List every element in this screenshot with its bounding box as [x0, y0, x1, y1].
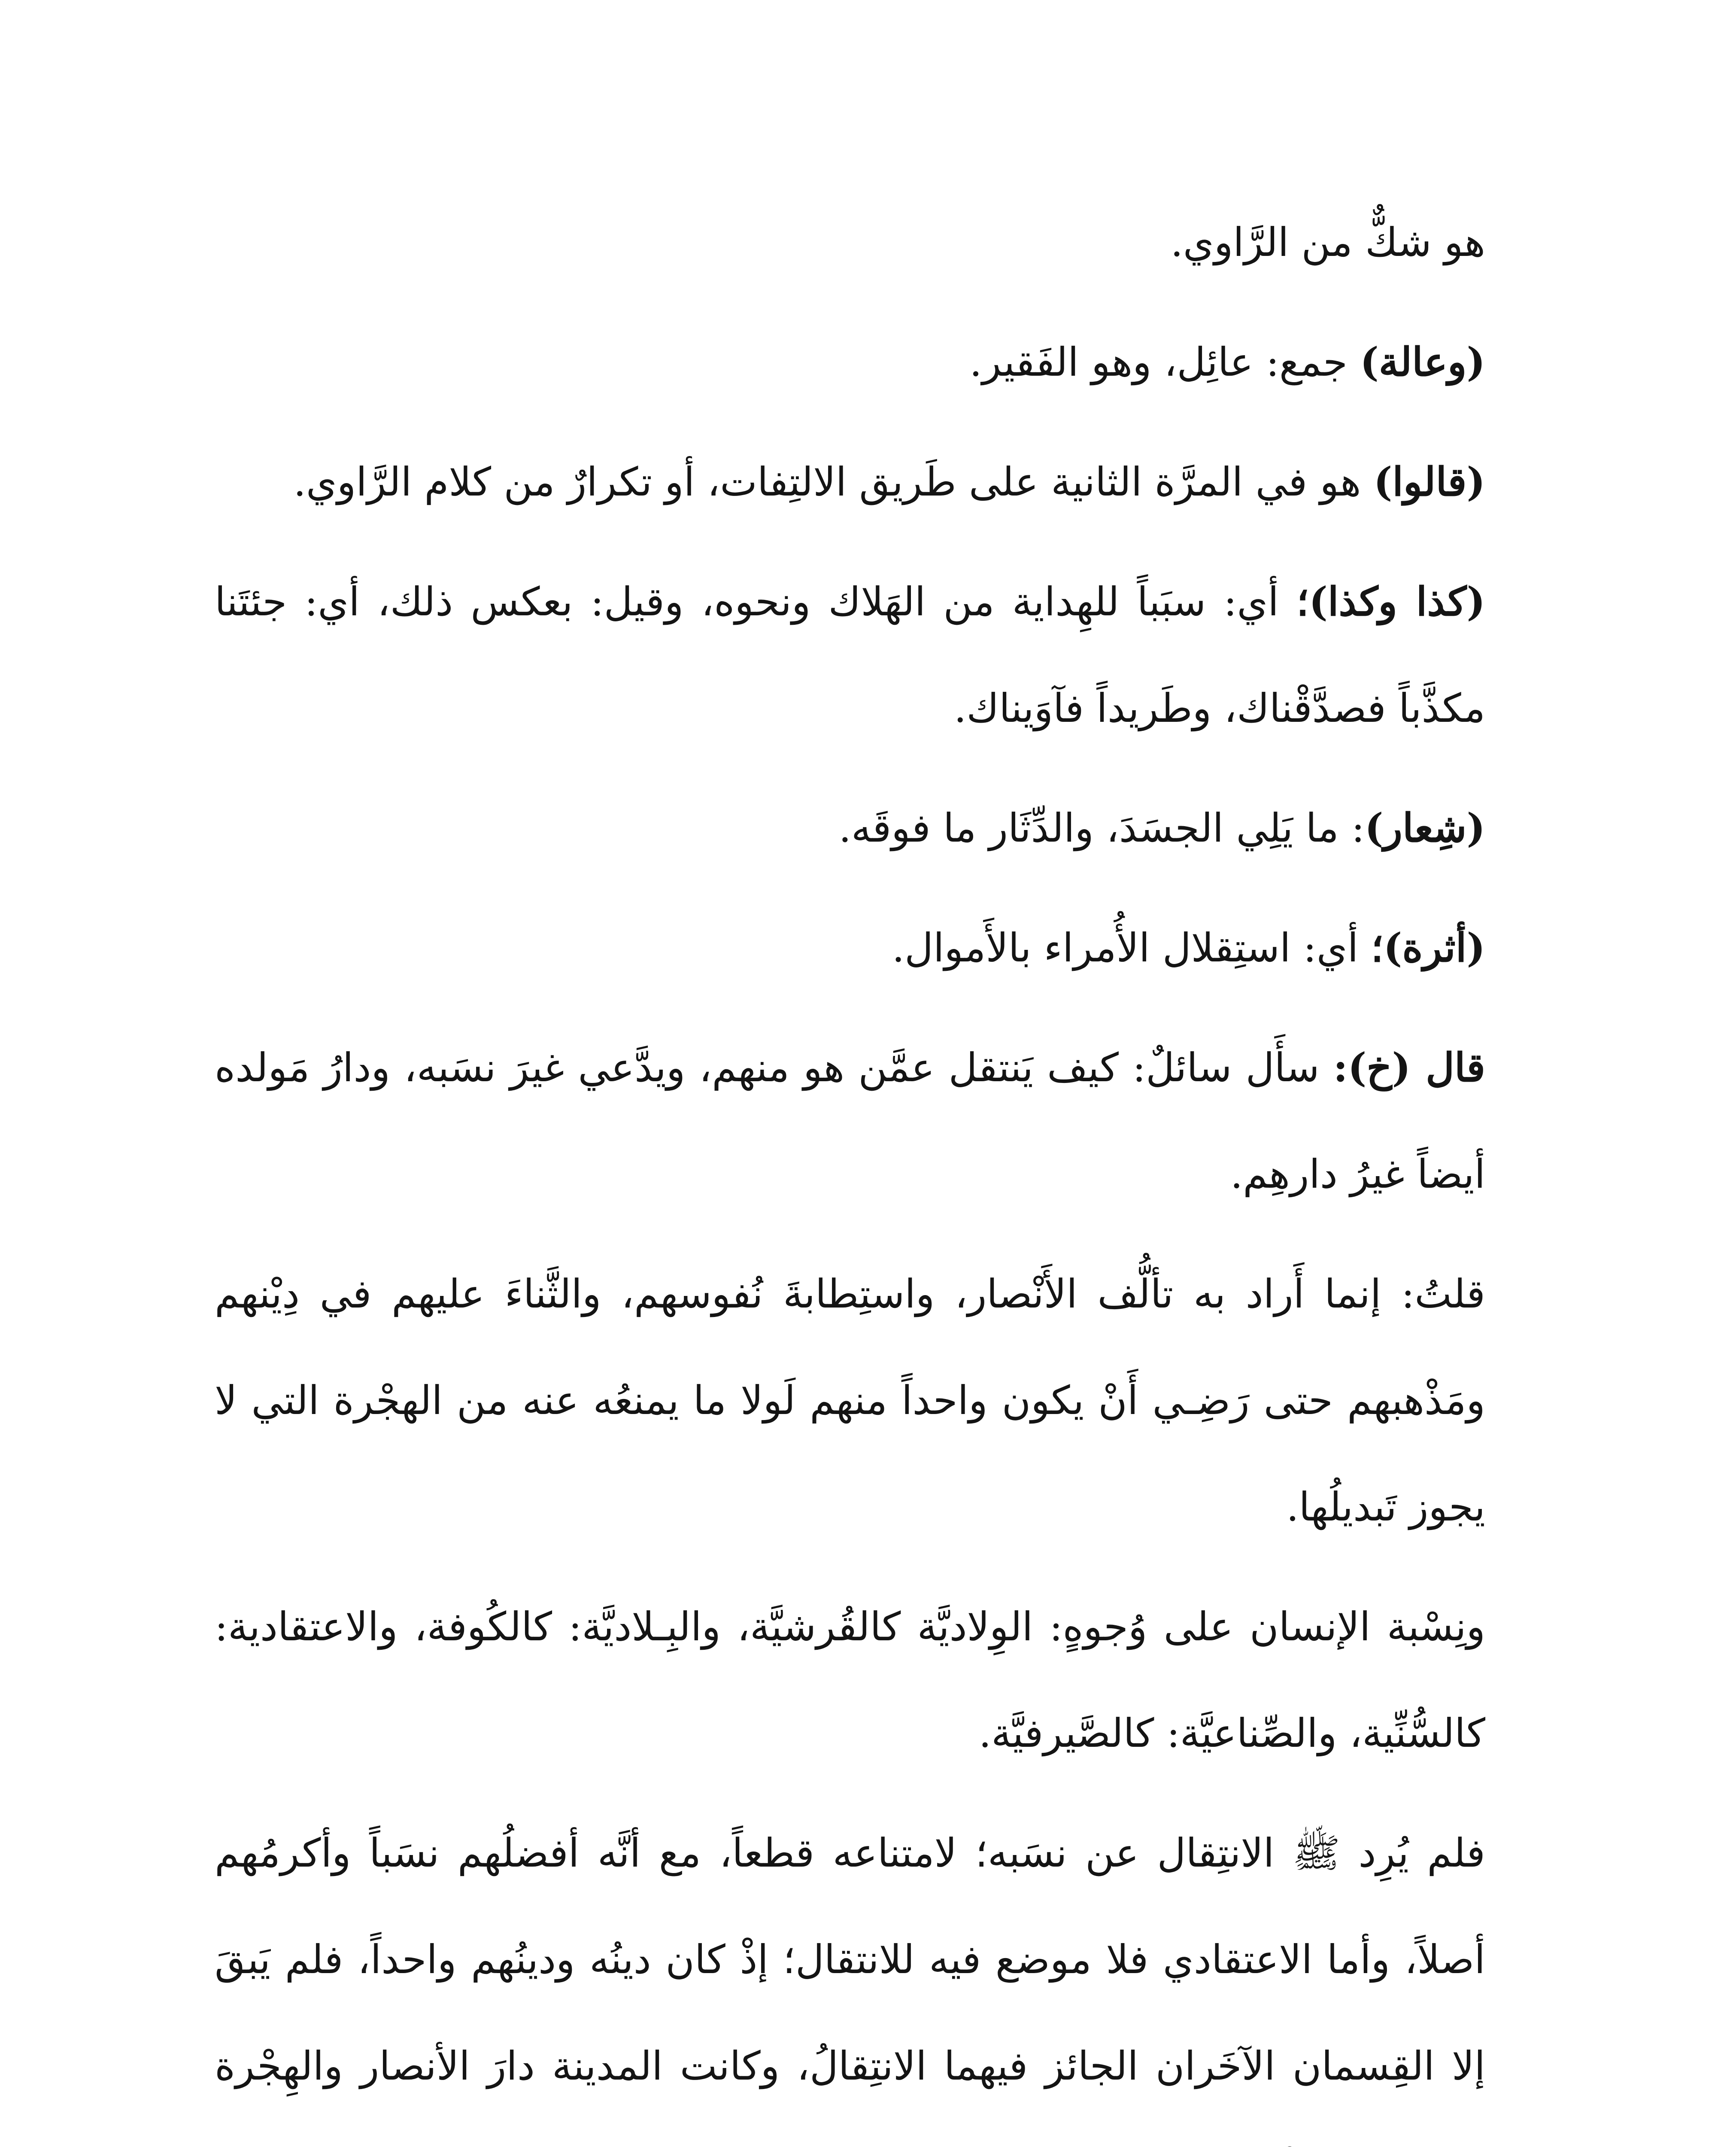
paragraph-2 — [215, 309, 1485, 416]
paragraph-5 — [215, 775, 1485, 882]
paragraph-9 — [215, 1573, 1485, 1787]
paragraph-8 — [215, 1241, 1485, 1560]
paragraph-4 — [215, 548, 1485, 762]
paragraph-text: ونِسْبة الإنسان على وُجوهٍ: الوِلاديَّة كالقُرشيَّة، والبِـلاديَّة: كالكُوفة، والاعتقادية: كالسُّنِّية، والصِّناعيَّة: كالصَّيرفيَّة. — [215, 1604, 1485, 1756]
paragraph-7 — [215, 1014, 1485, 1228]
paragraph-text: جمع: عائِل، وهو الفَقير. — [969, 339, 1360, 385]
paragraph-10 — [215, 1800, 1485, 2147]
paragraph-text: قلتُ: إنما أَراد به تألُّف الأَنْصار، واستِطابةَ نُفوسهم، والثَّناءَ عليهم في دِيْنهم ومَذْهبهم حتى رَضِـي أَنْ يكون واحداً منهم لَولا ما يمنعُه عنه من الهجْرة التي لا يجوز تَبديلُها. — [215, 1271, 1485, 1530]
paragraph-text: سأَل سائلٌ: كيف يَنتقل عمَّن هو منهم، ويدَّعي غيرَ نسَبه، ودارُ مَولده أيضاً غيرُ دارهِم. — [215, 1045, 1485, 1197]
paragraph-3 — [215, 429, 1485, 535]
term: (شِعار) — [1365, 805, 1485, 851]
paragraph-text: أي: استِقلال الأُمراء بالأَموال. — [892, 925, 1371, 971]
term: (أثرة)؛ — [1371, 924, 1485, 971]
term: قال (خ): — [1333, 1044, 1485, 1091]
paragraph-text: هو في المرَّة الثانية على طَريق الالتِفات، أو تكرارٌ من كلام الرَّاوي. — [293, 459, 1374, 505]
paragraph-text: هو شكٌّ من الرَّاوي. — [1170, 219, 1485, 265]
paragraph-6 — [215, 894, 1485, 1001]
paragraph-text: : ما يَلِي الجسَدَ، والدِّثَار ما فوقَه. — [838, 805, 1365, 851]
paragraph-1 — [215, 189, 1485, 296]
paragraph-text: أي: سبَباً للهِداية من الهَلاك ونحوه، وقيل: بعكس ذلك، أي: جئتَنا مكذَّباً فصدَّقْناك، وطَريداً فآوَيناك. — [215, 579, 1485, 731]
paragraph-text: فلم يُرِد ﷺ الانتِقال عن نسَبه؛ لامتناعه قطعاً، مع أنَّه أفضلُهم نسَباً وأكرمُهم أصلاً، وأما الاعتقادي فلا موضع فيه للانتقال؛ إذْ كان دينُه ودينُهم واحداً، فلم يَبقَ إلا القِسمان الآخَران الجائز فيهما الانتِقالُ، وكانت المدينة دارَ الأنصار والهِجْرة — [215, 1830, 1485, 2089]
term: (قالوا) — [1373, 459, 1485, 505]
page-body — [215, 189, 1485, 2147]
term: (كذا وكذا)؛ — [1296, 578, 1485, 625]
term: (وعالة) — [1360, 339, 1485, 385]
